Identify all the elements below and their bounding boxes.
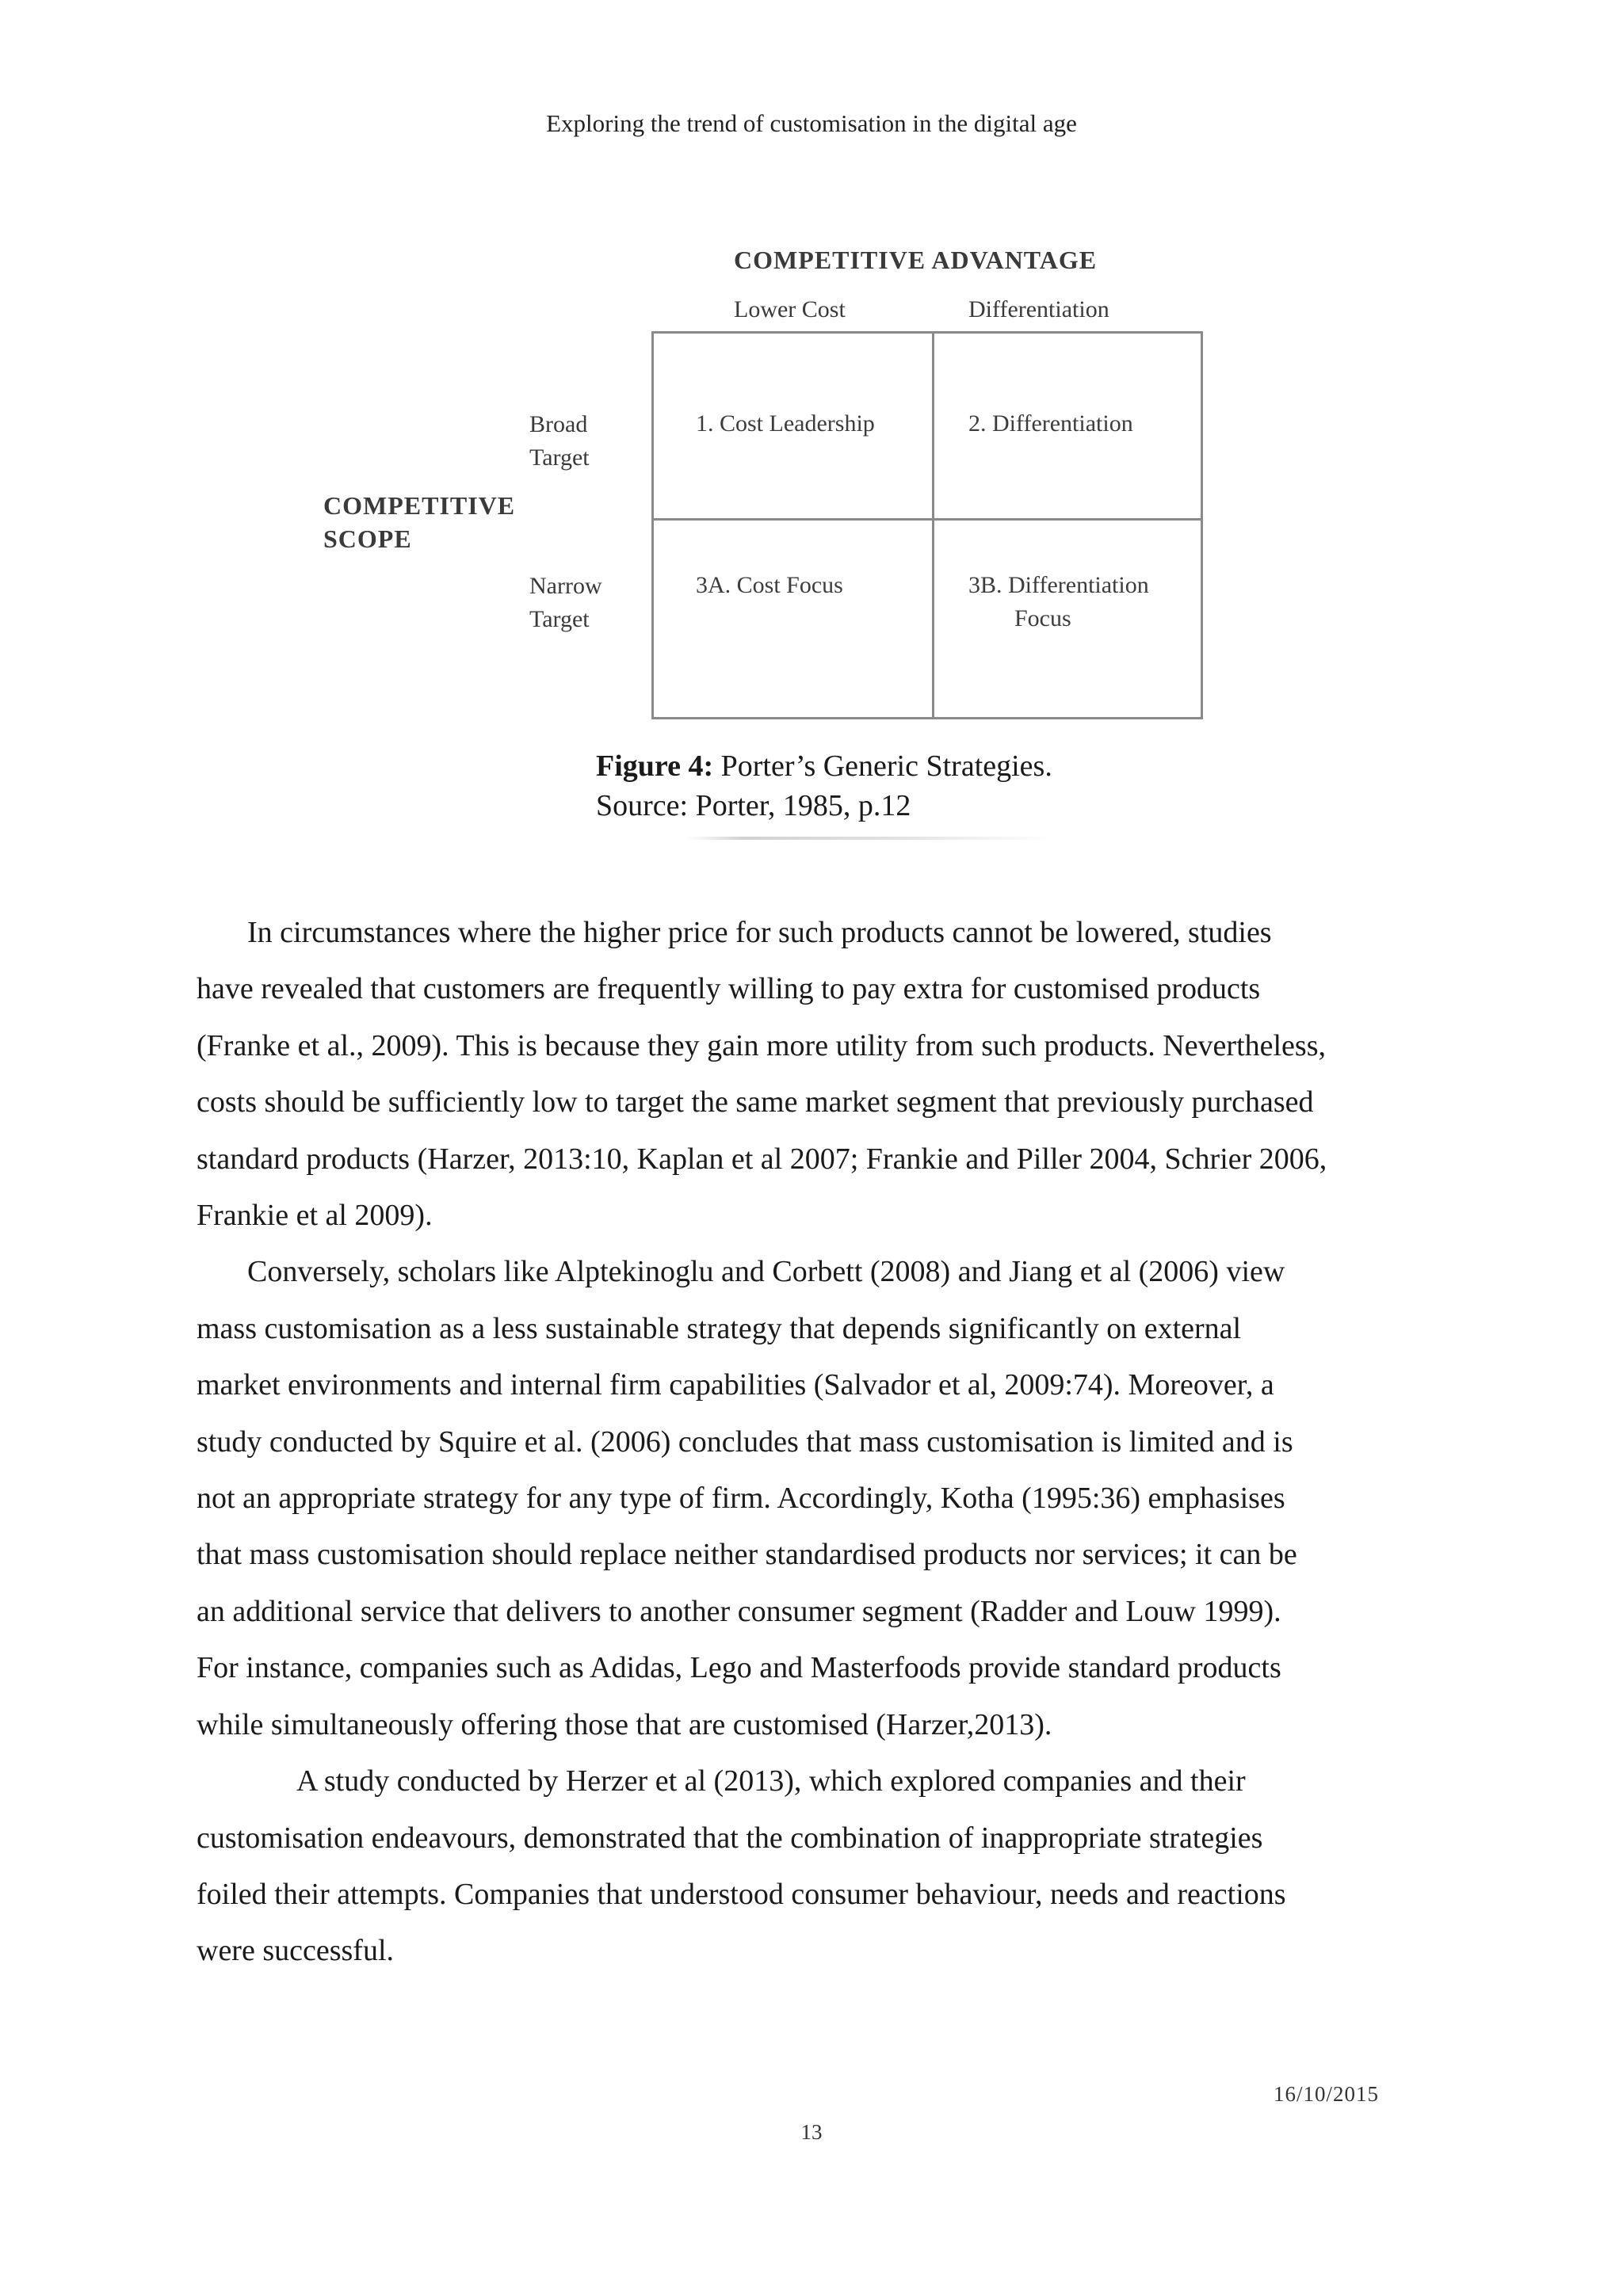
text-line: study conducted by Squire et al. (2006) concludes that mass customisation is limited and is — [197, 1425, 1293, 1459]
porter-generic-strategies-figure — [0, 0, 1623, 871]
text-line: were successful. — [197, 1934, 395, 1968]
caption-title-line — [596, 746, 1052, 786]
text-line: In circumstances where the higher price for such products cannot be lowered, studies — [247, 916, 1272, 949]
text-line: market environments and internal firm capabilities (Salvador et al, 2009:74). Moreover, a — [197, 1368, 1274, 1402]
cell-cost-leadership: 1. Cost Leadership — [696, 410, 875, 437]
text-line: A study conducted by Herzer et al (2013), which explored companies and their — [296, 1764, 1246, 1798]
scan-artifact-line — [688, 837, 1052, 840]
text-line: (Franke et al., 2009). This is because they gain more utility from such products. Nevertheless, — [197, 1028, 1326, 1062]
text-line: For instance, companies such as Adidas, Lego and Masterfoods provide standard products — [197, 1651, 1281, 1685]
text-line: an additional service that delivers to another consumer segment (Radder and Louw 1999). — [197, 1594, 1281, 1628]
text-line: have revealed that customers are frequently willing to pay extra for customised products — [197, 972, 1261, 1006]
running-header: Exploring the trend of customisation in the digital age — [546, 109, 1077, 137]
row-label-narrow-target: Narrow Target — [529, 573, 602, 632]
text-line: Conversely, scholars like Alptekinoglu and Corbett (2008) and Jiang et al (2006) view — [247, 1255, 1285, 1289]
cell-differentiation-focus-line2: Focus — [1014, 605, 1071, 631]
cell-cost-focus: 3A. Cost Focus — [696, 572, 843, 598]
text-line: costs should be sufficiently low to target the same market segment that previously purchased — [197, 1085, 1314, 1119]
text-line: customisation endeavours, demonstrated that the combination of inappropriate strategies — [197, 1821, 1263, 1855]
cell-differentiation: 2. Differentiation — [968, 410, 1133, 437]
text-line: mass customisation as a less sustainable strategy that depends significantly on external — [197, 1311, 1242, 1345]
text-line: that mass customisation should replace neither standardised products nor services; it can be — [197, 1538, 1297, 1572]
paragraph-1 — [197, 905, 1433, 1244]
strategy-matrix-divider-vertical — [932, 331, 934, 719]
competitive-advantage-heading: COMPETITIVE ADVANTAGE — [734, 246, 1098, 274]
row-label-broad-target: Broad Target — [529, 411, 590, 471]
strategy-matrix-divider-horizontal — [651, 518, 1203, 521]
text-line: Frankie et al 2009). — [197, 1199, 433, 1233]
figure-caption — [596, 746, 1052, 826]
body-text — [197, 905, 1433, 1980]
cell-differentiation-focus-line1: 3B. Differentiation — [968, 572, 1149, 598]
strategy-matrix-frame — [651, 331, 1203, 719]
text-line: foiled their attempts. Companies that understood consumer behaviour, needs and reactions — [197, 1877, 1286, 1911]
document-date: 16/10/2015 — [1273, 2082, 1379, 2106]
text-line: standard products (Harzer, 2013:10, Kaplan et al 2007; Frankie and Piller 2004, Schrier 2006, — [197, 1142, 1327, 1176]
competitive-scope-heading: COMPETITIVE SCOPE — [323, 491, 516, 553]
text-line: not an appropriate strategy for any type of firm. Accordingly, Kotha (1995:36) emphasises — [197, 1482, 1285, 1516]
caption-label: Figure 4: — [596, 749, 714, 783]
paragraph-3 — [197, 1753, 1433, 1980]
column-label-differentiation: Differentiation — [968, 296, 1109, 322]
text-line: while simultaneously offering those that are customised (Harzer,2013). — [197, 1707, 1052, 1741]
caption-title: Porter’s Generic Strategies. — [713, 749, 1052, 783]
page-number: 13 — [800, 2120, 823, 2144]
caption-source: Source: Porter, 1985, p.12 — [596, 789, 911, 822]
paragraph-2 — [197, 1244, 1433, 1753]
column-label-lower-cost: Lower Cost — [734, 296, 846, 322]
